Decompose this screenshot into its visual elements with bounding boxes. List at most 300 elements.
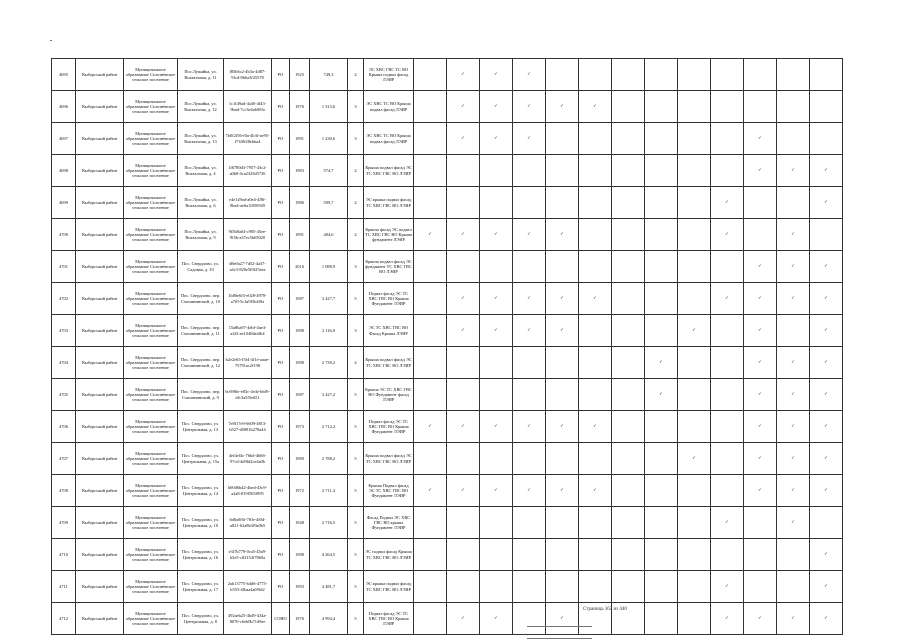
row-ownership: РО — [272, 251, 290, 283]
empty-cell — [612, 411, 645, 443]
empty-cell — [447, 443, 480, 475]
table-row — [52, 443, 843, 475]
row-ownership: РО — [272, 59, 290, 91]
check-mark-icon: ✓ — [447, 123, 480, 155]
empty-cell — [645, 539, 678, 571]
row-id: 4703 — [52, 315, 76, 347]
row-ownership: СОНО — [272, 603, 290, 635]
row-uid: 492aeb25-4b49-434a-8070-c6eb0b71d9ee — [224, 603, 272, 635]
page-number: Страница 362 из 440 — [583, 607, 627, 612]
table-row — [52, 571, 843, 603]
check-mark-icon: ✓ — [678, 315, 711, 347]
row-uid: d8e0a27-7d52-4a37-a4c3-820e5f0f25eea — [224, 251, 272, 283]
row-municipality: Муниципальное образование Селезнёвское сельское поселение — [124, 379, 178, 411]
check-mark-icon: ✓ — [810, 539, 843, 571]
empty-cell — [579, 539, 612, 571]
empty-cell — [546, 251, 579, 283]
empty-cell — [513, 347, 546, 379]
empty-cell — [711, 539, 744, 571]
row-area: 574,7 — [310, 155, 348, 187]
empty-cell — [447, 187, 480, 219]
row-year: 1993 — [290, 571, 310, 603]
row-floors: 3 — [348, 315, 364, 347]
row-id: 4707 — [52, 443, 76, 475]
empty-cell — [447, 251, 480, 283]
empty-cell — [612, 123, 645, 155]
row-floors: 5 — [348, 603, 364, 635]
empty-cell — [546, 187, 579, 219]
check-mark-icon: ✓ — [447, 91, 480, 123]
row-works: Крыша ЭС ТС ХВС ГВС ВО Фундамент фасад ЛЭИР — [364, 379, 414, 411]
empty-cell — [711, 123, 744, 155]
table-row — [52, 347, 843, 379]
empty-cell — [678, 571, 711, 603]
empty-cell — [579, 571, 612, 603]
empty-cell — [678, 283, 711, 315]
check-mark-icon: ✓ — [777, 475, 810, 507]
row-address: Пос.Лужайка, ул. Вокзальная, д. 9 — [178, 219, 224, 251]
row-id: 4701 — [52, 251, 76, 283]
check-mark-icon: ✓ — [777, 507, 810, 539]
row-district: Выборгский район — [76, 475, 124, 507]
check-mark-icon: ✓ — [777, 155, 810, 187]
check-mark-icon: ✓ — [810, 411, 843, 443]
row-uid: 1f6780d3-7957-43c2-a0b8-4ca2325d5736 — [224, 155, 272, 187]
empty-cell — [447, 571, 480, 603]
empty-cell — [777, 539, 810, 571]
row-uid: 7b0f2f56-f0a-4b3f-ae95-f73f0f28ebba4 — [224, 123, 272, 155]
check-mark-icon: ✓ — [447, 411, 480, 443]
empty-cell — [480, 187, 513, 219]
table-row — [52, 603, 843, 635]
empty-cell — [678, 59, 711, 91]
row-district: Выборгский район — [76, 251, 124, 283]
empty-cell — [645, 315, 678, 347]
empty-cell — [711, 59, 744, 91]
row-municipality: Муниципальное образование Селезнёвское сельское поселение — [124, 475, 178, 507]
row-uid: f85b6c2-4b3a-4d87-9fcd-8b6a3f25578 — [224, 59, 272, 91]
row-area: 2 712,2 — [310, 411, 348, 443]
row-area: 2 788,2 — [310, 443, 348, 475]
empty-cell — [744, 59, 777, 91]
check-mark-icon: ✓ — [711, 283, 744, 315]
check-mark-icon: ✓ — [447, 603, 480, 635]
check-mark-icon: ✓ — [777, 443, 810, 475]
row-works: Подвал фасад ЭС ТС ХВС ГВС ВО Крыша Фундамент ЛЭИР — [364, 283, 414, 315]
row-id: 4709 — [52, 507, 76, 539]
empty-cell — [645, 507, 678, 539]
row-year: 1987 — [290, 283, 310, 315]
empty-cell — [711, 91, 744, 123]
row-municipality: Муниципальное образование Селезнёвское сельское поселение — [124, 539, 178, 571]
empty-cell — [447, 539, 480, 571]
row-uid: b00d6b42-4bed-43c9-a2a8-819f565f995 — [224, 475, 272, 507]
row-works: ЭС крыша подвал фасад ТС ХВС ГВС ВО ЛЭИР — [364, 571, 414, 603]
row-area: 1 088,9 — [310, 251, 348, 283]
row-area: 4 994,4 — [310, 603, 348, 635]
row-id: 4705 — [52, 379, 76, 411]
empty-cell — [678, 347, 711, 379]
empty-cell — [711, 443, 744, 475]
table-row — [52, 219, 843, 251]
row-uid: b2e2e65-f5f4-4f1e-aaae-75791ac2f198 — [224, 347, 272, 379]
row-area: 599,7 — [310, 187, 348, 219]
check-mark-icon: ✓ — [777, 219, 810, 251]
register-table — [51, 58, 843, 635]
check-mark-icon: ✓ — [744, 475, 777, 507]
check-mark-icon: ✓ — [447, 219, 480, 251]
empty-cell — [414, 91, 447, 123]
row-ownership: РО — [272, 123, 290, 155]
row-uid: 6c698fe-e83c-4e4e-bbf9-dfc3a5f5e651 — [224, 379, 272, 411]
row-id: 4702 — [52, 283, 76, 315]
row-year: 1991 — [290, 123, 310, 155]
row-municipality: Муниципальное образование Селезнёвское сельское поселение — [124, 411, 178, 443]
row-floors: 2 — [348, 219, 364, 251]
row-uid: e3f7b779-0ca5-45a9-b3e5-c82154f78b9a — [224, 539, 272, 571]
row-municipality: Муниципальное образование Селезнёвское сельское поселение — [124, 187, 178, 219]
empty-cell — [513, 187, 546, 219]
check-mark-icon: ✓ — [645, 379, 678, 411]
check-mark-icon: ✓ — [777, 347, 810, 379]
row-works: Крыша подвал фасад ЭС ТС ХВС ГВС ВО ЛЭИР — [364, 155, 414, 187]
empty-cell — [711, 251, 744, 283]
empty-cell — [480, 571, 513, 603]
empty-cell — [414, 283, 447, 315]
empty-cell — [414, 155, 447, 187]
check-mark-icon: ✓ — [711, 219, 744, 251]
check-mark-icon: ✓ — [480, 123, 513, 155]
empty-cell — [612, 475, 645, 507]
row-floors: 5 — [348, 411, 364, 443]
table-row — [52, 91, 843, 123]
row-address: Пос.Лужайка, ул. Вокзальная, д. 12 — [178, 91, 224, 123]
check-mark-icon: ✓ — [810, 155, 843, 187]
row-district: Выборгский район — [76, 603, 124, 635]
check-mark-icon: ✓ — [744, 315, 777, 347]
empty-cell — [447, 379, 480, 411]
row-ownership: РО — [272, 379, 290, 411]
empty-cell — [414, 123, 447, 155]
check-mark-icon: ✓ — [777, 379, 810, 411]
empty-cell — [480, 251, 513, 283]
check-mark-icon: ✓ — [546, 603, 579, 635]
row-works: Крыша подвал фасад ЭС ТС ХВС ГВС ВО ЛЭИР — [364, 443, 414, 475]
empty-cell — [546, 443, 579, 475]
check-mark-icon: ✓ — [810, 379, 843, 411]
row-uid: 1c1f49ad-4a30-4f43-9bad-7cc3e4ab9f0a — [224, 91, 272, 123]
empty-cell — [678, 187, 711, 219]
row-year: 1986 — [290, 187, 310, 219]
empty-cell — [645, 219, 678, 251]
row-floors: 5 — [348, 507, 364, 539]
empty-cell — [645, 187, 678, 219]
row-floors: 5 — [348, 443, 364, 475]
check-mark-icon: ✓ — [513, 283, 546, 315]
empty-cell — [711, 315, 744, 347]
empty-cell — [645, 411, 678, 443]
scan-line — [50, 40, 52, 41]
empty-cell — [711, 347, 744, 379]
empty-cell — [480, 539, 513, 571]
check-mark-icon: ✓ — [447, 315, 480, 347]
check-mark-icon: ✓ — [447, 475, 480, 507]
row-uid: 9f5b8a04-c985-45ee-9f5b-a37ec5b65020 — [224, 219, 272, 251]
row-district: Выборгский район — [76, 219, 124, 251]
check-mark-icon: ✓ — [744, 251, 777, 283]
row-floors: 5 — [348, 475, 364, 507]
row-works: ЭС ХВС ТС ВО Крыша подвал фасад ЛЭИР — [364, 123, 414, 155]
empty-cell — [480, 155, 513, 187]
row-year: 1988 — [290, 315, 310, 347]
table-row — [52, 123, 843, 155]
check-mark-icon: ✓ — [546, 315, 579, 347]
check-mark-icon: ✓ — [744, 443, 777, 475]
empty-cell — [678, 475, 711, 507]
row-area: 4 264,5 — [310, 539, 348, 571]
empty-cell — [612, 219, 645, 251]
check-mark-icon: ✓ — [810, 475, 843, 507]
empty-cell — [480, 379, 513, 411]
row-municipality: Муниципальное образование Селезнёвское сельское поселение — [124, 315, 178, 347]
row-works: ЭС подвал фасад Крыша ТС ХВС ГВС ВО ЛЭИР — [364, 539, 414, 571]
empty-cell — [414, 251, 447, 283]
check-mark-icon: ✓ — [513, 123, 546, 155]
empty-cell — [645, 443, 678, 475]
empty-cell — [744, 507, 777, 539]
row-district: Выборгский район — [76, 315, 124, 347]
row-year: 1988 — [290, 347, 310, 379]
empty-cell — [678, 251, 711, 283]
row-municipality: Муниципальное образование Селезнёвское сельское поселение — [124, 347, 178, 379]
empty-cell — [546, 507, 579, 539]
row-works: ЭС крыша подвал фасад ТС ХВС ГВС ВО ЛЭИР — [364, 187, 414, 219]
row-district: Выборгский район — [76, 571, 124, 603]
empty-cell — [579, 379, 612, 411]
empty-cell — [546, 347, 579, 379]
empty-cell — [513, 539, 546, 571]
row-municipality: Муниципальное образование Селезнёвское сельское поселение — [124, 219, 178, 251]
row-floors: 2 — [348, 59, 364, 91]
empty-cell — [579, 187, 612, 219]
check-mark-icon: ✓ — [513, 475, 546, 507]
empty-cell — [612, 251, 645, 283]
table-row — [52, 539, 843, 571]
row-ownership: РО — [272, 411, 290, 443]
empty-cell — [546, 155, 579, 187]
check-mark-icon: ✓ — [546, 283, 579, 315]
empty-cell — [579, 219, 612, 251]
check-mark-icon: ✓ — [480, 315, 513, 347]
row-id: 4697 — [52, 123, 76, 155]
row-floors: 2 — [348, 187, 364, 219]
empty-cell — [711, 411, 744, 443]
row-works: ЭС ТС ХВС ГВС ВО Фасад Крыша ЛЭИР — [364, 315, 414, 347]
register-table-body — [52, 59, 843, 635]
row-floors: 4 — [348, 347, 364, 379]
row-area: 4 481,7 — [310, 571, 348, 603]
row-floors: 5 — [348, 283, 364, 315]
empty-cell — [579, 347, 612, 379]
check-mark-icon: ✓ — [579, 283, 612, 315]
row-floors: 5 — [348, 571, 364, 603]
check-mark-icon: ✓ — [810, 603, 843, 635]
check-mark-icon: ✓ — [744, 155, 777, 187]
empty-cell — [678, 219, 711, 251]
table-row — [52, 507, 843, 539]
check-mark-icon: ✓ — [447, 283, 480, 315]
row-floors: 3 — [348, 123, 364, 155]
table-row — [52, 475, 843, 507]
empty-cell — [711, 475, 744, 507]
row-id: 4704 — [52, 347, 76, 379]
row-address: Пос. Свердлово, пер. Смолянинский, д. 10 — [178, 283, 224, 315]
row-works: Крыша подвал фасад ЭС фундамент ТС ХВС ГВС ВО ЛЭИР — [364, 251, 414, 283]
check-mark-icon: ✓ — [711, 603, 744, 635]
row-floors: 3 — [348, 251, 364, 283]
empty-cell — [711, 155, 744, 187]
empty-cell — [579, 315, 612, 347]
check-mark-icon: ✓ — [513, 411, 546, 443]
empty-cell — [579, 251, 612, 283]
empty-cell — [513, 251, 546, 283]
row-municipality: Муниципальное образование Селезнёвское сельское поселение — [124, 603, 178, 635]
check-mark-icon: ✓ — [480, 411, 513, 443]
row-district: Выборгский район — [76, 443, 124, 475]
row-address: Пос. Свердлово, ул. Центральная, д. 14 — [178, 475, 224, 507]
row-year: 1976 — [290, 91, 310, 123]
check-mark-icon: ✓ — [480, 91, 513, 123]
row-address: Пос. Свердлово, ул. Центральная, д. 16 — [178, 539, 224, 571]
row-district: Выборгский район — [76, 347, 124, 379]
table-row — [52, 187, 843, 219]
empty-cell — [447, 347, 480, 379]
row-ownership: РО — [272, 187, 290, 219]
scan-line — [527, 626, 592, 627]
row-uid: 2ab13775-b4d6-4775-b553-4fbaa4a69fd2 — [224, 571, 272, 603]
empty-cell — [414, 59, 447, 91]
row-municipality: Муниципальное образование Селезнёвское сельское поселение — [124, 283, 178, 315]
row-address: Пос. Свердлово, пер. Смолянинский, д. 12 — [178, 347, 224, 379]
row-district: Выборгский район — [76, 539, 124, 571]
empty-cell — [414, 603, 447, 635]
empty-cell — [678, 379, 711, 411]
check-mark-icon: ✓ — [513, 59, 546, 91]
row-address: Пос. Свердлово, ул. Центральная, д. 13 — [178, 411, 224, 443]
empty-cell — [612, 59, 645, 91]
row-address: Пос.Лужайка, ул. Вокзальная, д. 13 — [178, 123, 224, 155]
empty-cell — [744, 91, 777, 123]
check-mark-icon: ✓ — [810, 347, 843, 379]
empty-cell — [546, 379, 579, 411]
empty-cell — [645, 251, 678, 283]
check-mark-icon: ✓ — [480, 59, 513, 91]
row-address: Пос.Лужайка, ул. Вокзальная, д. 4 — [178, 155, 224, 187]
row-id: 4699 — [52, 187, 76, 219]
row-works: Фасад Подвал ЭС ХВС ГВС ВО крыша Фундамент ЛЭИР — [364, 507, 414, 539]
row-uid: 4ef4ef4c-76bd-4b66-97cd-4d9fd2ce4a0b — [224, 443, 272, 475]
row-area: 2 739,2 — [310, 347, 348, 379]
check-mark-icon: ✓ — [810, 187, 843, 219]
empty-cell — [612, 315, 645, 347]
row-floors: 5 — [348, 379, 364, 411]
empty-cell — [612, 155, 645, 187]
empty-cell — [513, 443, 546, 475]
row-district: Выборгский район — [76, 91, 124, 123]
check-mark-icon: ✓ — [546, 411, 579, 443]
empty-cell — [678, 155, 711, 187]
empty-cell — [645, 603, 678, 635]
row-year: 2016 — [290, 251, 310, 283]
row-ownership: РО — [272, 283, 290, 315]
row-year: 1991 — [290, 219, 310, 251]
check-mark-icon: ✓ — [480, 219, 513, 251]
empty-cell — [579, 123, 612, 155]
row-floors: 2 — [348, 155, 364, 187]
row-id: 4708 — [52, 475, 76, 507]
check-mark-icon: ✓ — [711, 571, 744, 603]
row-address: Пос. Свердлово, пер. Смолянинский, д. 9 — [178, 379, 224, 411]
empty-cell — [645, 123, 678, 155]
row-district: Выборгский район — [76, 123, 124, 155]
check-mark-icon: ✓ — [645, 347, 678, 379]
check-mark-icon: ✓ — [579, 411, 612, 443]
empty-cell — [546, 539, 579, 571]
row-municipality: Муниципальное образование Селезнёвское сельское поселение — [124, 443, 178, 475]
empty-cell — [777, 123, 810, 155]
check-mark-icon: ✓ — [744, 123, 777, 155]
row-uid: 15a8ba97-4ebf-4ae4-a4f3-ae1040da4fb4 — [224, 315, 272, 347]
row-works: Крыша Подвал фасад ЭС ТС ХВС ГВС ВО Фундамент ЛЭИР — [364, 475, 414, 507]
empty-cell — [810, 219, 843, 251]
table-row — [52, 283, 843, 315]
empty-cell — [579, 155, 612, 187]
row-works: Крыша фасад ЭС подвал ТС ХВС ГВС ВО Крыша фундамент ЛЭИР — [364, 219, 414, 251]
row-district: Выборгский район — [76, 155, 124, 187]
check-mark-icon: ✓ — [513, 91, 546, 123]
table-row — [52, 59, 843, 91]
row-municipality: Муниципальное образование Селезнёвское сельское поселение — [124, 123, 178, 155]
empty-cell — [777, 59, 810, 91]
check-mark-icon: ✓ — [744, 283, 777, 315]
row-year: 1972 — [290, 475, 310, 507]
check-mark-icon: ✓ — [579, 475, 612, 507]
empty-cell — [513, 155, 546, 187]
empty-cell — [513, 507, 546, 539]
empty-cell — [480, 347, 513, 379]
empty-cell — [777, 571, 810, 603]
row-ownership: РО — [272, 475, 290, 507]
empty-cell — [645, 91, 678, 123]
check-mark-icon: ✓ — [513, 219, 546, 251]
empty-cell — [480, 443, 513, 475]
row-uid: 1b80e6f5-e028-4978-a7f0-5c3a9f5b4f9a — [224, 283, 272, 315]
row-municipality: Муниципальное образование Селезнёвское сельское поселение — [124, 251, 178, 283]
check-mark-icon: ✓ — [711, 187, 744, 219]
row-works: ЭС ХВС ГВС ТС ВО Крыша подвал фасад ЛЭИР — [364, 59, 414, 91]
empty-cell — [579, 59, 612, 91]
check-mark-icon: ✓ — [810, 443, 843, 475]
empty-cell — [744, 219, 777, 251]
empty-cell — [447, 155, 480, 187]
empty-cell — [810, 91, 843, 123]
row-municipality: Муниципальное образование Селезнёвское сельское поселение — [124, 571, 178, 603]
empty-cell — [810, 123, 843, 155]
row-id: 4698 — [52, 155, 76, 187]
check-mark-icon: ✓ — [810, 251, 843, 283]
row-uid: 7e8f17e9-6609-4813-b527-d5881b278a44 — [224, 411, 272, 443]
empty-cell — [414, 347, 447, 379]
